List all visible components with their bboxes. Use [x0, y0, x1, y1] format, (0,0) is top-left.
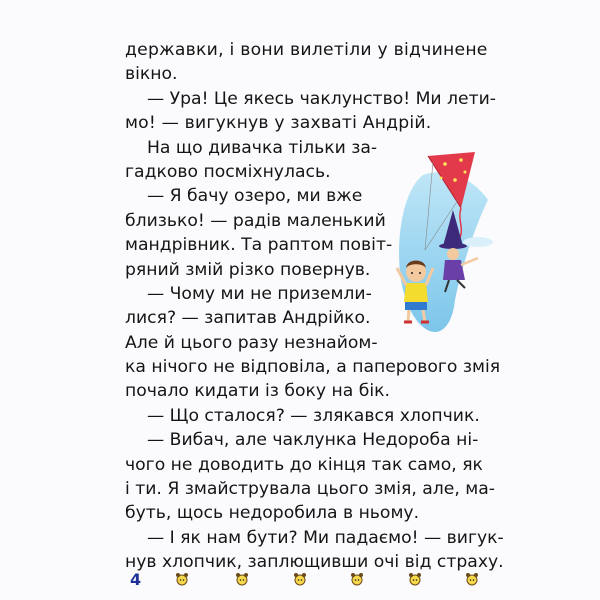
text-line: чого не доводить до кінця так само, як	[125, 454, 483, 475]
text-line: державки, і вони вилетіли у відчинене	[125, 40, 488, 60]
alarm-clock-icon	[465, 572, 479, 586]
text-line: — Що сталося? — злякався хлопчик.	[147, 405, 480, 426]
page-number: 4	[130, 570, 142, 589]
text-line: близько! — радів маленький	[125, 210, 386, 231]
text-line: ка нічого не відповіла, а паперового змія	[125, 357, 501, 378]
alarm-clock-icon	[350, 572, 364, 586]
text-line: Але й цього разу незнайом-	[125, 332, 378, 353]
kite-illustration	[383, 150, 493, 335]
page-footer	[125, 570, 485, 594]
text-line: — Вибач, але чаклунка Недороба ні-	[147, 430, 479, 451]
alarm-clock-icon	[293, 572, 307, 586]
text-line: ряний змій різко повернув.	[125, 259, 371, 280]
text-line: — Ура! Це якесь чаклунство! Ми лети-	[147, 88, 496, 109]
text-line: нув хлопчик, заплющивши очі від страху.	[125, 552, 504, 573]
text-line: і ти. Я змайструвала цього змія, але, ма-	[125, 479, 495, 500]
alarm-clock-icon	[175, 572, 189, 586]
text-line: На що дивачка тільки за-	[147, 137, 378, 158]
text-line: мандрівник. Та раптом повіт-	[125, 235, 393, 256]
text-line: буть, щось недоробила в ньому.	[125, 503, 420, 524]
text-line: лися? — запитав Андрійко.	[125, 308, 371, 329]
text-line: вікно.	[125, 64, 178, 85]
text-line: — І як нам бути? Ми падаємо! — вигук-	[147, 527, 504, 548]
text-line: — Я бачу озеро, ми вже	[147, 186, 363, 207]
alarm-clock-icon	[408, 572, 422, 586]
alarm-clock-icon	[235, 572, 249, 586]
text-line: почало кидати із боку на бік.	[125, 381, 390, 402]
text-line: — Чому ми не приземли-	[147, 283, 372, 304]
text-line: гадково посміхнулась.	[125, 161, 331, 182]
text-line: мо! — вигукнув у захваті Андрій.	[125, 113, 432, 134]
